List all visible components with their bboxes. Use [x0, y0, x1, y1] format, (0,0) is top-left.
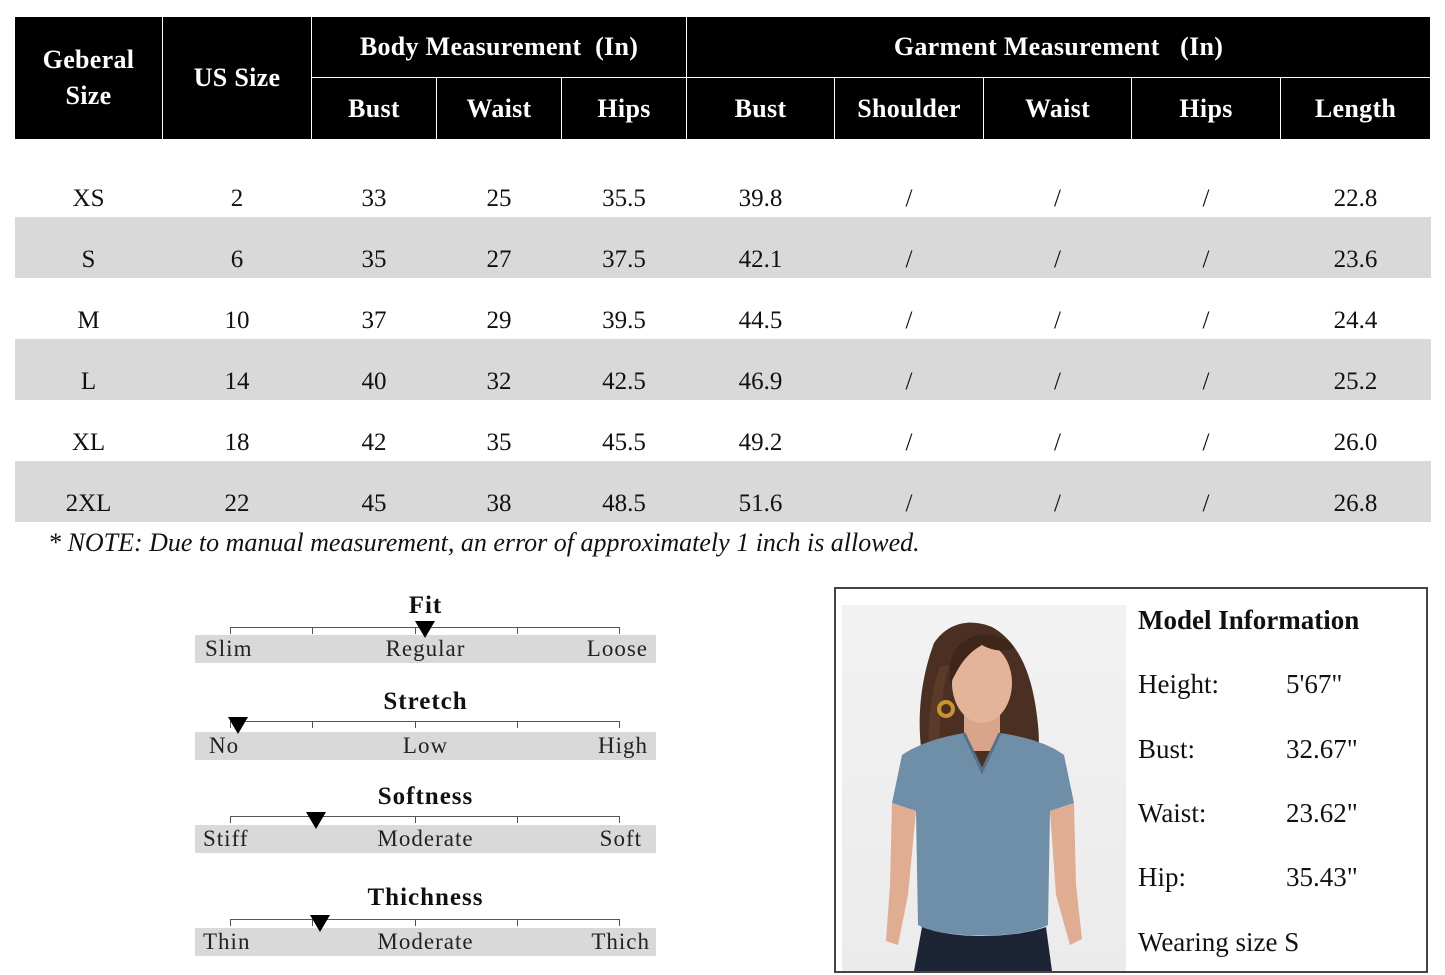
- table-row: [15, 400, 1431, 461]
- scale-tick: [517, 817, 518, 823]
- header-garment-bust: Bust: [687, 78, 835, 140]
- scale-tick: [230, 817, 231, 823]
- cell-body-bust: 33: [361, 184, 387, 212]
- cell-garment-length: 24.4: [1333, 306, 1378, 334]
- table-row: [15, 217, 1431, 278]
- scale-tick: [517, 628, 518, 634]
- scale-line: [230, 919, 620, 920]
- scale-tick: [415, 920, 416, 926]
- scale-tick: [619, 628, 620, 634]
- cell-us-size: 14: [163, 339, 312, 400]
- scale-tick: [517, 920, 518, 926]
- cell-garment-length: 22.8: [1333, 184, 1378, 212]
- scale-label-left: Stiff: [203, 826, 249, 851]
- scale-tick: [517, 722, 518, 728]
- cell-size: 2XL: [15, 461, 163, 522]
- cell-body-hips: 48.5: [562, 461, 687, 522]
- cell-us-size: 2: [230, 184, 244, 212]
- table-row: [15, 278, 1431, 339]
- fit-scale: [195, 594, 656, 664]
- model-info-value: 5'67": [1286, 669, 1343, 699]
- scale-label-left: Slim: [205, 636, 253, 661]
- model-info-value: 23.62": [1286, 798, 1358, 828]
- table-row: [15, 156, 1431, 217]
- thickness-scale: [195, 884, 656, 958]
- cell-body-waist: 25: [486, 184, 512, 212]
- cell-size: L: [15, 339, 163, 400]
- cell-garment-waist: /: [984, 461, 1132, 522]
- scale-bar: [195, 732, 656, 760]
- header-us-size: US Size: [163, 17, 312, 140]
- cell-garment-shoulder: /: [905, 306, 913, 334]
- scale-title: Fit: [408, 592, 443, 619]
- header-garment-shoulder: Shoulder: [835, 78, 984, 140]
- model-information-box: [834, 587, 1428, 973]
- cell-body-bust: 42: [361, 428, 387, 456]
- scale-title: Stretch: [383, 688, 468, 715]
- scale-tick: [619, 920, 620, 926]
- cell-garment-waist: /: [1054, 184, 1061, 212]
- cell-garment-shoulder: /: [835, 339, 984, 400]
- cell-garment-hips: /: [1202, 428, 1210, 456]
- measurement-note: * NOTE: Due to manual measurement, an error of approximately 1 inch is allowed.: [48, 528, 920, 557]
- model-photo: [842, 605, 1126, 971]
- scale-tick: [312, 722, 313, 728]
- scale-tick: [312, 628, 313, 634]
- scale-tick: [230, 628, 231, 634]
- cell-garment-waist: /: [1054, 306, 1061, 334]
- header-garment-waist: Waist: [984, 78, 1132, 140]
- scale-bar: [195, 635, 656, 663]
- scale-marker: [310, 915, 330, 932]
- cell-body-waist: 27: [437, 217, 562, 278]
- cell-garment-hips: /: [1132, 461, 1281, 522]
- cell-garment-shoulder: /: [905, 184, 913, 212]
- cell-body-bust: 37: [361, 306, 387, 334]
- cell-body-waist: 32: [437, 339, 562, 400]
- scale-title: Softness: [377, 783, 474, 810]
- scale-marker: [228, 717, 248, 734]
- scale-label-left: No: [209, 733, 240, 758]
- scale-line: [230, 721, 620, 722]
- header-general-size: Geberal Size: [15, 17, 163, 140]
- table-row: [15, 461, 1431, 522]
- header-garment-measurement: Garment Measurement (In): [687, 17, 1431, 78]
- cell-garment-bust: 42.1: [687, 217, 835, 278]
- stretch-scale: [195, 688, 656, 760]
- cell-body-waist: 35: [486, 428, 512, 456]
- model-info-title: Model Information: [1138, 605, 1360, 635]
- scale-label-left: Thin: [203, 929, 251, 954]
- scale-label-mid: Regular: [385, 636, 466, 661]
- header-body-hips: Hips: [562, 78, 687, 140]
- cell-garment-waist: /: [984, 217, 1132, 278]
- cell-garment-hips: /: [1132, 339, 1281, 400]
- model-info-label: Bust:: [1138, 734, 1196, 764]
- cell-garment-length: 26.0: [1333, 428, 1378, 456]
- scale-tick: [619, 817, 620, 823]
- scale-label-right: High: [598, 733, 648, 758]
- table-row: [15, 339, 1431, 400]
- cell-garment-shoulder: /: [835, 217, 984, 278]
- scale-bar: [195, 928, 656, 956]
- model-info-label: Waist:: [1138, 798, 1207, 828]
- cell-garment-length: 26.8: [1281, 461, 1431, 522]
- cell-body-hips: 39.5: [602, 306, 646, 334]
- model-figure-icon: [842, 605, 1126, 971]
- scale-bar: [195, 825, 656, 853]
- scale-tick: [415, 722, 416, 728]
- header-garment-length: Length: [1281, 78, 1431, 140]
- cell-garment-bust: 39.8: [738, 184, 783, 212]
- model-info-value: 35.43": [1286, 862, 1358, 892]
- scale-label-right: Soft: [599, 826, 642, 851]
- scale-marker: [415, 621, 435, 638]
- cell-garment-bust: 46.9: [687, 339, 835, 400]
- scale-label-right: Thich: [591, 929, 650, 954]
- cell-garment-length: 25.2: [1281, 339, 1431, 400]
- scale-title: Thichness: [367, 884, 484, 911]
- cell-garment-waist: /: [1054, 428, 1061, 456]
- cell-us-size: 18: [224, 428, 250, 456]
- wearing-size: Wearing size S: [1138, 927, 1300, 957]
- cell-garment-waist: /: [984, 339, 1132, 400]
- model-info-label: Hip:: [1138, 862, 1187, 892]
- cell-size: S: [15, 217, 163, 278]
- scale-label-right: Loose: [586, 636, 648, 661]
- cell-body-hips: 45.5: [602, 428, 646, 456]
- scale-tick: [230, 920, 231, 926]
- cell-garment-shoulder: /: [835, 461, 984, 522]
- cell-body-bust: 35: [312, 217, 437, 278]
- scale-tick: [619, 722, 620, 728]
- header-body-measurement: Body Measurement (In): [312, 17, 687, 78]
- header-body-waist: Waist: [437, 78, 562, 140]
- size-chart-table: [14, 16, 1431, 522]
- cell-garment-bust: 49.2: [738, 428, 783, 456]
- cell-garment-hips: /: [1202, 306, 1210, 334]
- cell-body-waist: 38: [437, 461, 562, 522]
- cell-us-size: 10: [224, 306, 250, 334]
- scale-label-mid: Low: [402, 733, 449, 758]
- cell-body-waist: 29: [486, 306, 512, 334]
- cell-garment-bust: 51.6: [687, 461, 835, 522]
- softness-scale: [195, 783, 656, 855]
- cell-size: XS: [72, 184, 105, 212]
- cell-garment-bust: 44.5: [738, 306, 783, 334]
- scale-label-mid: Moderate: [377, 826, 474, 851]
- cell-body-hips: 35.5: [602, 184, 646, 212]
- header-garment-hips: Hips: [1132, 78, 1281, 140]
- model-info-value: 32.67": [1286, 734, 1358, 764]
- cell-size: XL: [71, 428, 106, 456]
- cell-body-bust: 45: [312, 461, 437, 522]
- scale-marker: [306, 812, 326, 829]
- scale-line: [230, 816, 620, 817]
- scale-tick: [415, 817, 416, 823]
- cell-us-size: 22: [163, 461, 312, 522]
- cell-body-bust: 40: [312, 339, 437, 400]
- scale-label-mid: Moderate: [377, 929, 474, 954]
- cell-body-hips: 37.5: [562, 217, 687, 278]
- cell-garment-hips: /: [1132, 217, 1281, 278]
- cell-body-hips: 42.5: [562, 339, 687, 400]
- model-info-label: Height:: [1138, 669, 1219, 699]
- cell-garment-hips: /: [1202, 184, 1210, 212]
- cell-garment-shoulder: /: [905, 428, 913, 456]
- table-spacer: [15, 140, 1431, 156]
- cell-us-size: 6: [163, 217, 312, 278]
- cell-garment-length: 23.6: [1281, 217, 1431, 278]
- header-body-bust: Bust: [312, 78, 437, 140]
- cell-size: M: [77, 306, 100, 334]
